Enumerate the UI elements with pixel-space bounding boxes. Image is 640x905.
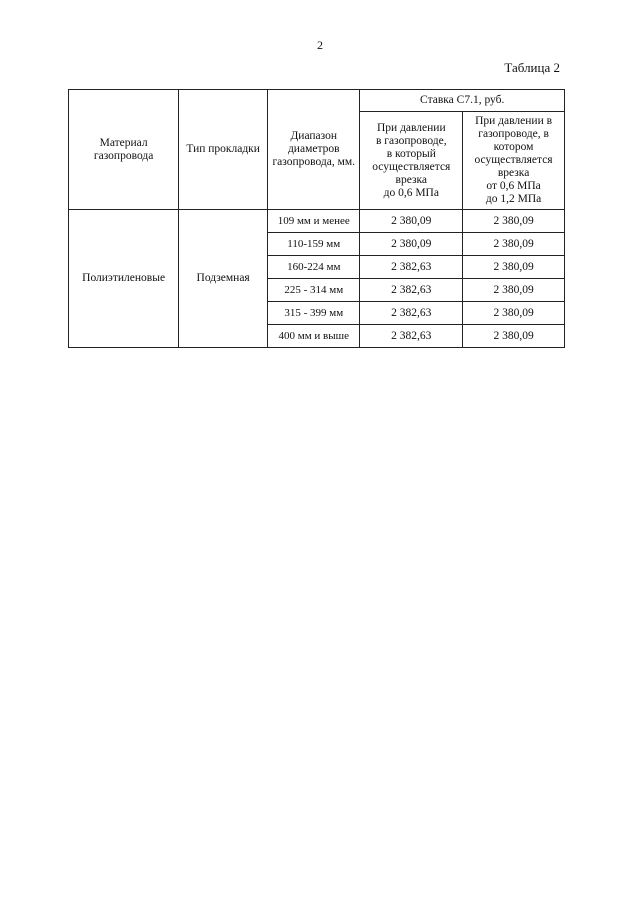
range-cell: 315 - 399 мм — [268, 302, 360, 325]
rate-high-cell: 2 380,09 — [463, 279, 565, 302]
header-diameter-range: Диапазон диаметров газопровода, мм. — [268, 90, 360, 210]
rate-high-cell: 2 380,09 — [463, 302, 565, 325]
rate-high-cell: 2 380,09 — [463, 256, 565, 279]
header-rate-low-pressure: При давлении в газопроводе, в который осуществляется врезка до 0,6 МПа — [360, 112, 463, 210]
range-cell: 110-159 мм — [268, 233, 360, 256]
range-cell: 160-224 мм — [268, 256, 360, 279]
header-rate-group: Ставка С7.1, руб. — [360, 90, 565, 112]
rate-low-cell: 2 380,09 — [360, 233, 463, 256]
laying-type-cell: Подземная — [179, 210, 268, 348]
header-material: Материал газопровода — [69, 90, 179, 210]
rate-low-cell: 2 380,09 — [360, 210, 463, 233]
range-cell: 109 мм и менее — [268, 210, 360, 233]
rates-table — [68, 89, 565, 348]
material-cell: Полиэтиленовые — [69, 210, 179, 348]
range-cell: 400 мм и выше — [268, 325, 360, 348]
range-cell: 225 - 314 мм — [268, 279, 360, 302]
header-rate-high-pressure: При давлении в газопроводе, в котором осуществляется врезка от 0,6 МПа до 1,2 МПа — [463, 112, 565, 210]
table-header-row — [69, 90, 565, 112]
header-laying-type: Тип прокладки — [179, 90, 268, 210]
rate-high-cell: 2 380,09 — [463, 210, 565, 233]
page-number: 2 — [317, 38, 323, 52]
rate-low-cell: 2 382,63 — [360, 279, 463, 302]
rate-low-cell: 2 382,63 — [360, 302, 463, 325]
rate-low-cell: 2 382,63 — [360, 256, 463, 279]
rate-high-cell: 2 380,09 — [463, 325, 565, 348]
table-row — [69, 210, 565, 233]
table-label: Таблица 2 — [504, 60, 560, 75]
rate-high-cell: 2 380,09 — [463, 233, 565, 256]
rate-low-cell: 2 382,63 — [360, 325, 463, 348]
